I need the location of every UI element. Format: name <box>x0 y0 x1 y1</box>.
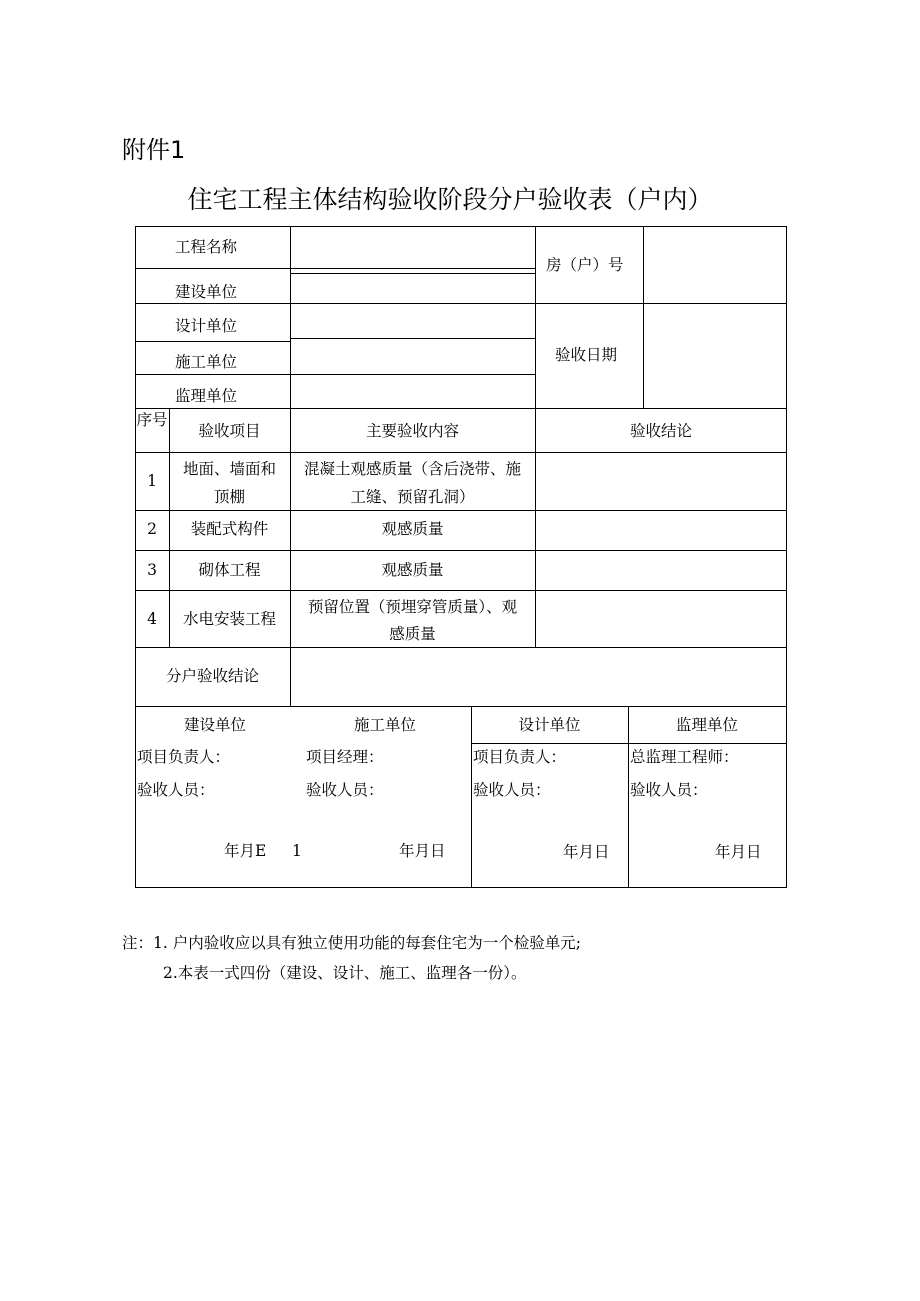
sign-header-constructor: 施工单位 <box>353 716 416 734</box>
row-1-no: 1 <box>147 472 157 490</box>
table-border-top <box>135 226 787 227</box>
sign-builder-date: 年月E <box>224 842 267 860</box>
rule <box>135 303 787 304</box>
label-builder: 建设单位 <box>175 283 238 301</box>
sign-constructor-role: 项目经理： <box>306 748 384 766</box>
header-item: 验收项目 <box>198 422 261 440</box>
label-accept-date: 验收日期 <box>555 346 618 364</box>
rule <box>135 510 787 511</box>
sign-supervisor-date: 年月日 <box>715 843 762 861</box>
row-1-item-line-1: 地面、墙面和 <box>182 460 276 478</box>
header-seq: 序号 <box>136 411 168 429</box>
row-1-item-line-2: 顶棚 <box>213 488 245 506</box>
attachment-label: 附件1 <box>122 136 186 164</box>
table-border-bottom <box>135 887 787 888</box>
label-project-name: 工程名称 <box>175 238 238 256</box>
header-conclusion: 验收结论 <box>629 422 692 440</box>
label-constructor: 施工单位 <box>175 353 238 371</box>
rule <box>135 408 787 409</box>
sign-supervisor-inspector: 验收人员： <box>630 781 708 799</box>
rule <box>135 452 787 453</box>
sign-designer-role: 项目负责人： <box>473 748 567 766</box>
rule <box>135 268 535 269</box>
rule <box>290 226 291 408</box>
label-room-no: 房（户）号 <box>546 256 624 274</box>
notes <box>122 928 581 988</box>
rule <box>290 273 535 274</box>
sign-stray-mark: 1 <box>292 842 302 860</box>
row-2-no: 2 <box>147 520 157 538</box>
sign-designer-date: 年月日 <box>563 843 610 861</box>
table-border-left <box>135 226 136 888</box>
rule <box>471 743 787 744</box>
rule <box>290 647 291 706</box>
rule <box>290 338 535 339</box>
sign-supervisor-role: 总监理工程师： <box>630 748 739 766</box>
note-1: 注：1. 户内验收应以具有独立使用功能的每套住宅为一个检验单元; <box>122 934 581 952</box>
sign-header-supervisor: 监理单位 <box>675 716 738 734</box>
row-4-no: 4 <box>147 610 157 628</box>
label-designer: 设计单位 <box>175 317 238 335</box>
row-4-content-line-2: 感质量 <box>389 625 436 643</box>
row-1-content-line-2: 工缝、预留孔洞） <box>350 488 475 506</box>
sign-constructor-inspector: 验收人员： <box>306 781 384 799</box>
table-border-right <box>786 226 787 888</box>
sign-builder-inspector: 验收人员： <box>137 781 215 799</box>
row-3-item: 砌体工程 <box>198 561 261 579</box>
rule <box>135 341 290 342</box>
row-3-no: 3 <box>147 561 157 579</box>
rule <box>135 590 787 591</box>
sign-designer-inspector: 验收人员： <box>473 781 551 799</box>
row-3-content: 观感质量 <box>381 561 444 579</box>
rule <box>135 374 535 375</box>
rule <box>535 226 536 408</box>
rule <box>135 550 787 551</box>
header-content: 主要验收内容 <box>365 422 459 440</box>
sign-header-builder: 建设单位 <box>183 716 246 734</box>
page-title: 住宅工程主体结构验收阶段分户验收表（户内） <box>187 185 713 214</box>
note-2: 2.本表一式四份（建设、设计、施工、监理各一份）。 <box>163 964 527 982</box>
row-2-item: 装配式构件 <box>190 520 269 538</box>
rule <box>535 408 536 647</box>
rule <box>135 706 787 707</box>
row-4-content-line-1: 预留位置（预埋穿管质量）、观 <box>307 598 518 616</box>
rule <box>643 226 644 408</box>
rule <box>135 647 787 648</box>
sign-constructor-date: 年月日 <box>399 842 446 860</box>
sign-builder-role: 项目负责人： <box>137 748 231 766</box>
sign-header-designer: 设计单位 <box>518 716 581 734</box>
household-conclusion-label: 分户验收结论 <box>165 667 259 685</box>
row-4-item: 水电安装工程 <box>182 610 276 628</box>
row-2-content: 观感质量 <box>381 520 444 538</box>
acceptance-table <box>135 226 787 888</box>
label-supervisor: 监理单位 <box>175 387 238 405</box>
row-1-content-line-1: 混凝土观感质量（含后浇带、施 <box>303 460 521 478</box>
